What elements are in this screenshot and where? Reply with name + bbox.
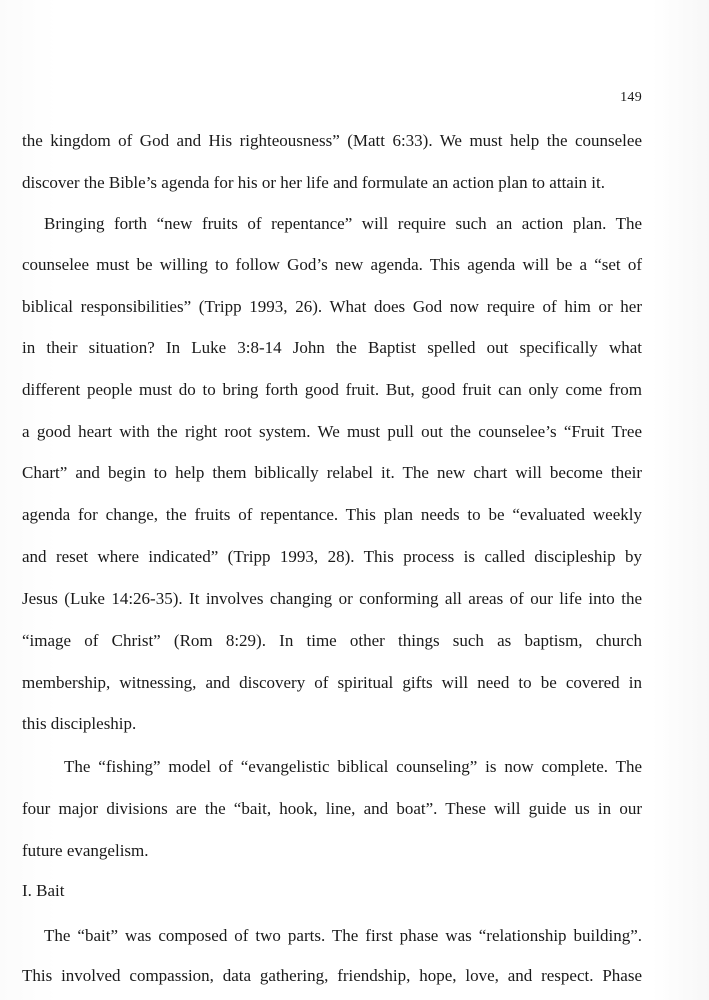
paragraph-first-line: The “fishing” model of “evangelistic biblical counseling” is now complete. The	[64, 757, 642, 776]
paragraph-first-line: Bringing forth “new fruits of repentance” will require such an action plan. The	[44, 214, 642, 233]
text-line: biblical responsibilities” (Tripp 1993, 26). What does God now require of him or her	[22, 297, 642, 316]
text-line: different people must do to bring forth good fruit. But, good fruit can only come from	[22, 380, 642, 399]
text-line: this discipleship.	[22, 714, 137, 733]
text-line: membership, witnessing, and discovery of spiritual gifts will need to be covered in	[22, 673, 642, 692]
text-line: This involved compassion, data gathering, friendship, hope, love, and respect. Phase	[22, 966, 642, 985]
section-heading: I. Bait	[22, 881, 65, 900]
text-line: Chart” and begin to help them biblically relabel it. The new chart will become their	[22, 463, 642, 482]
text-line: a good heart with the right root system. We must pull out the counselee’s “Fruit Tree	[22, 422, 642, 441]
text-line: and reset where indicated” (Tripp 1993, 28). This process is called discipleship by	[22, 547, 642, 566]
text-line: the kingdom of God and His righteousness” (Matt 6:33). We must help the counselee	[22, 131, 642, 150]
text-line: “image of Christ” (Rom 8:29). In time other things such as baptism, church	[22, 631, 642, 650]
text-line: future evangelism.	[22, 841, 149, 860]
text-line: discover the Bible’s agenda for his or her life and formulate an action plan to attain it.	[22, 173, 606, 192]
text-line: agenda for change, the fruits of repentance. This plan needs to be “evaluated weekly	[22, 505, 642, 524]
paragraph-first-line: The “bait” was composed of two parts. The first phase was “relationship building”.	[44, 926, 642, 945]
text-line: counselee must be willing to follow God’s new agenda. This agenda will be a “set of	[22, 255, 642, 274]
text-line: in their situation? In Luke 3:8-14 John the Baptist spelled out specifically what	[22, 338, 642, 357]
page-number: 149	[620, 90, 642, 105]
text-line: four major divisions are the “bait, hook, line, and boat”. These will guide us in our	[22, 799, 642, 818]
text-line: Jesus (Luke 14:26-35). It involves changing or conforming all areas of our life into the	[22, 589, 642, 608]
